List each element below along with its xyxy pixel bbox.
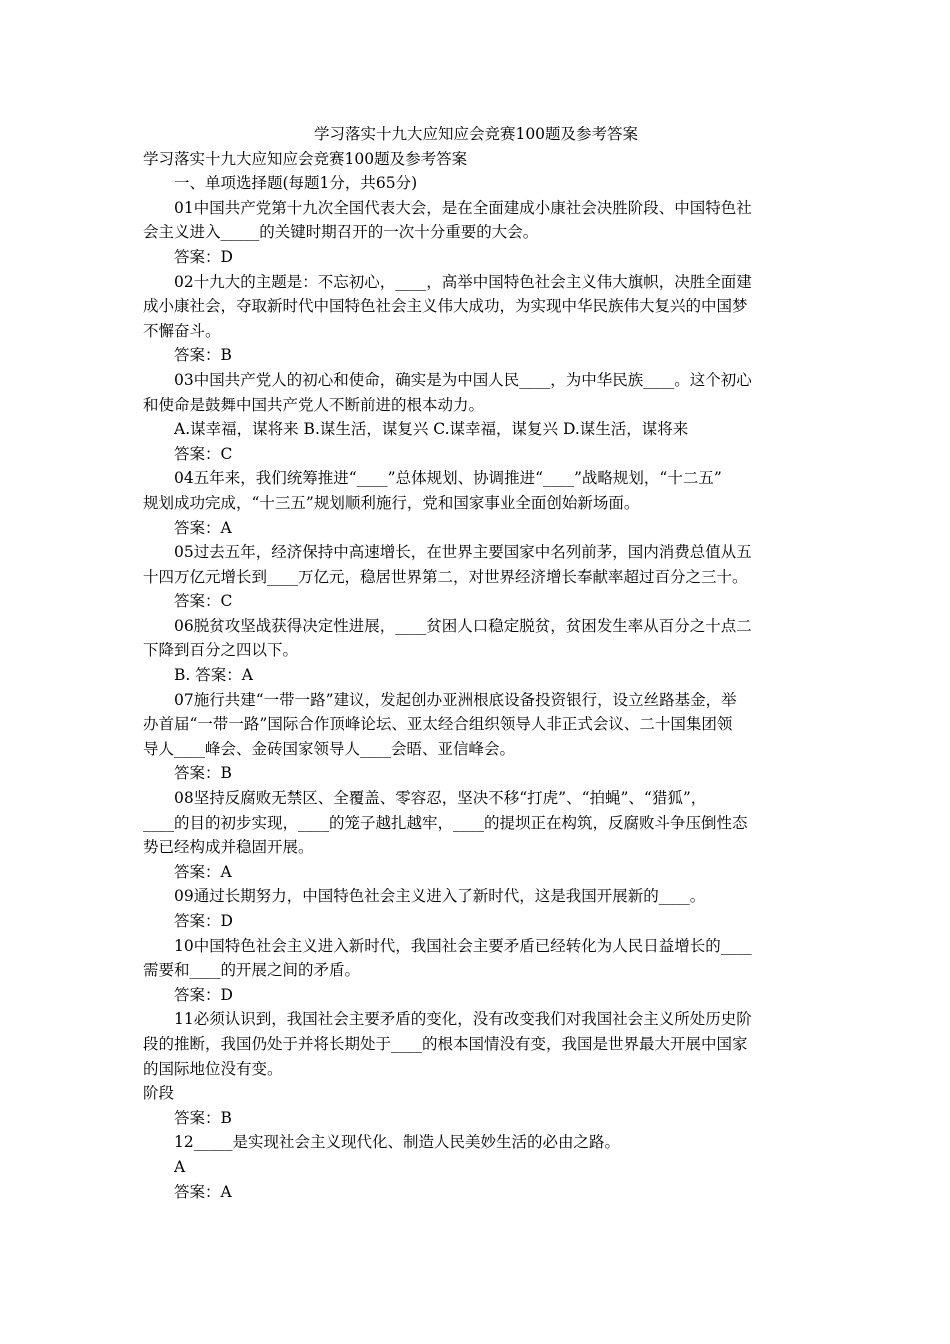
text-line: 不懈奋斗。 (143, 321, 221, 340)
document-subtitle: 学习落实十九大应知应会竞赛100题及参考答案 (143, 149, 468, 168)
text-line: 势已经构成并稳固开展。 (143, 838, 314, 857)
text-line: A.谋幸福，谋将来 B.谋生活，谋复兴 C.谋幸福，谋复兴 D.谋生活，谋将来 (174, 420, 689, 439)
section-heading: 一、单项选择题(每题1分，共65分) (174, 174, 418, 193)
text-line: 答案：D (174, 985, 233, 1004)
text-line: A (174, 1157, 186, 1176)
text-line: 03中国共产党人的初心和使命，确实是为中国人民____，为中华民族____。这个初心 (174, 370, 752, 389)
text-line: 11必须认识到，我国社会主要矛盾的变化，没有改变我们对我国社会主义所处历史阶 (174, 1010, 752, 1029)
text-line: 答案：B (174, 764, 232, 783)
text-line: B. 答案：A (174, 666, 253, 685)
text-line: 答案：B (174, 346, 232, 365)
text-line: 08坚持反腐败无禁区、全覆盖、零容忍，坚决不移“打虎”、“拍蝇”、“猎狐”， (174, 789, 707, 808)
text-line: 的国际地位没有变。 (143, 1059, 283, 1078)
text-line: 05过去五年，经济保持中高速增长，在世界主要国家中名列前茅，国内消费总值从五 (174, 543, 752, 562)
text-line: 规划成功完成，“十三五”规划顺利施行，党和国家事业全面创始新场面。 (143, 493, 640, 512)
text-line: 01中国共产党第十九次全国代表大会，是在全面建成小康社会决胜阶段、中国特色社 (174, 198, 752, 217)
text-line: 答案：D (174, 912, 233, 930)
text-line: 答案：D (174, 247, 233, 266)
text-line: 下降到百分之四以下。 (143, 641, 299, 660)
text-line: 答案：A (174, 1182, 232, 1201)
text-line: 答案：C (174, 592, 233, 611)
text-line: 04五年来，我们统筹推进“____”总体规划、协调推进“____”战略规划，“十二五” (174, 469, 722, 488)
text-line: 06脱贫攻坚战获得决定性进展，____贫困人口稳定脱贫，贫困发生率从百分之十点二 (174, 616, 752, 635)
document-title: 学习落实十九大应知应会竞赛100题及参考答案 (313, 125, 639, 143)
text-line: 02十九大的主题是：不忘初心，____，高举中国特色社会主义伟大旗帜，决胜全面建 (174, 272, 752, 291)
text-line: 需要和____的开展之间的矛盾。 (143, 961, 361, 980)
text-line: 办首届“一带一路”国际合作顶峰论坛、亚太经合组织领导人非正式会议、二十国集团领 (143, 715, 733, 734)
question-list (143, 196, 809, 1204)
text-line: 阶段 (143, 1084, 175, 1103)
text-line: 和使命是鼓舞中国共产党人不断前进的根本动力。 (143, 395, 485, 414)
text-line: 十四万亿元增长到____万亿元，稳居世界第二，对世界经济增长奉献率超过百分之三十。 (143, 567, 748, 586)
text-line: 10中国特色社会主义进入新时代，我国社会主要矛盾已经转化为人民日益增长的____ (174, 936, 752, 955)
text-line: 答案：B (174, 1108, 232, 1127)
document-body (143, 122, 809, 1204)
text-line: 07施行共建“一带一路”建议，发起创办亚洲根底设备投资银行，设立丝路基金，举 (174, 690, 737, 709)
text-line: 09通过长期努力，中国特色社会主义进入了新时代，这是我国开展新的____。 (174, 887, 706, 906)
text-line: 答案：C (174, 444, 233, 463)
text-line: 12_____是实现社会主义现代化、制造人民美妙生活的必由之路。 (174, 1133, 620, 1152)
text-line: 导人____峰会、金砖国家领导人____会晤、亚信峰会。 (143, 739, 516, 758)
text-line: 答案：A (174, 862, 232, 881)
text-line: 答案：A (174, 518, 232, 537)
text-line: 成小康社会，夺取新时代中国特色社会主义伟大成功，为实现中华民族伟大复兴的中国梦 (143, 297, 748, 316)
text-line: ____的目的初步实现，____的笼子越扎越牢，____的提坝正在构筑，反腐败斗争压倒性态 (143, 813, 748, 832)
text-line: 会主义进入_____的关键时期召开的一次十分重要的大会。 (143, 223, 539, 242)
text-line: 段的推断，我国仍处于并将长期处于____的根本国情没有变，我国是世界最大开展中国家 (143, 1034, 748, 1053)
